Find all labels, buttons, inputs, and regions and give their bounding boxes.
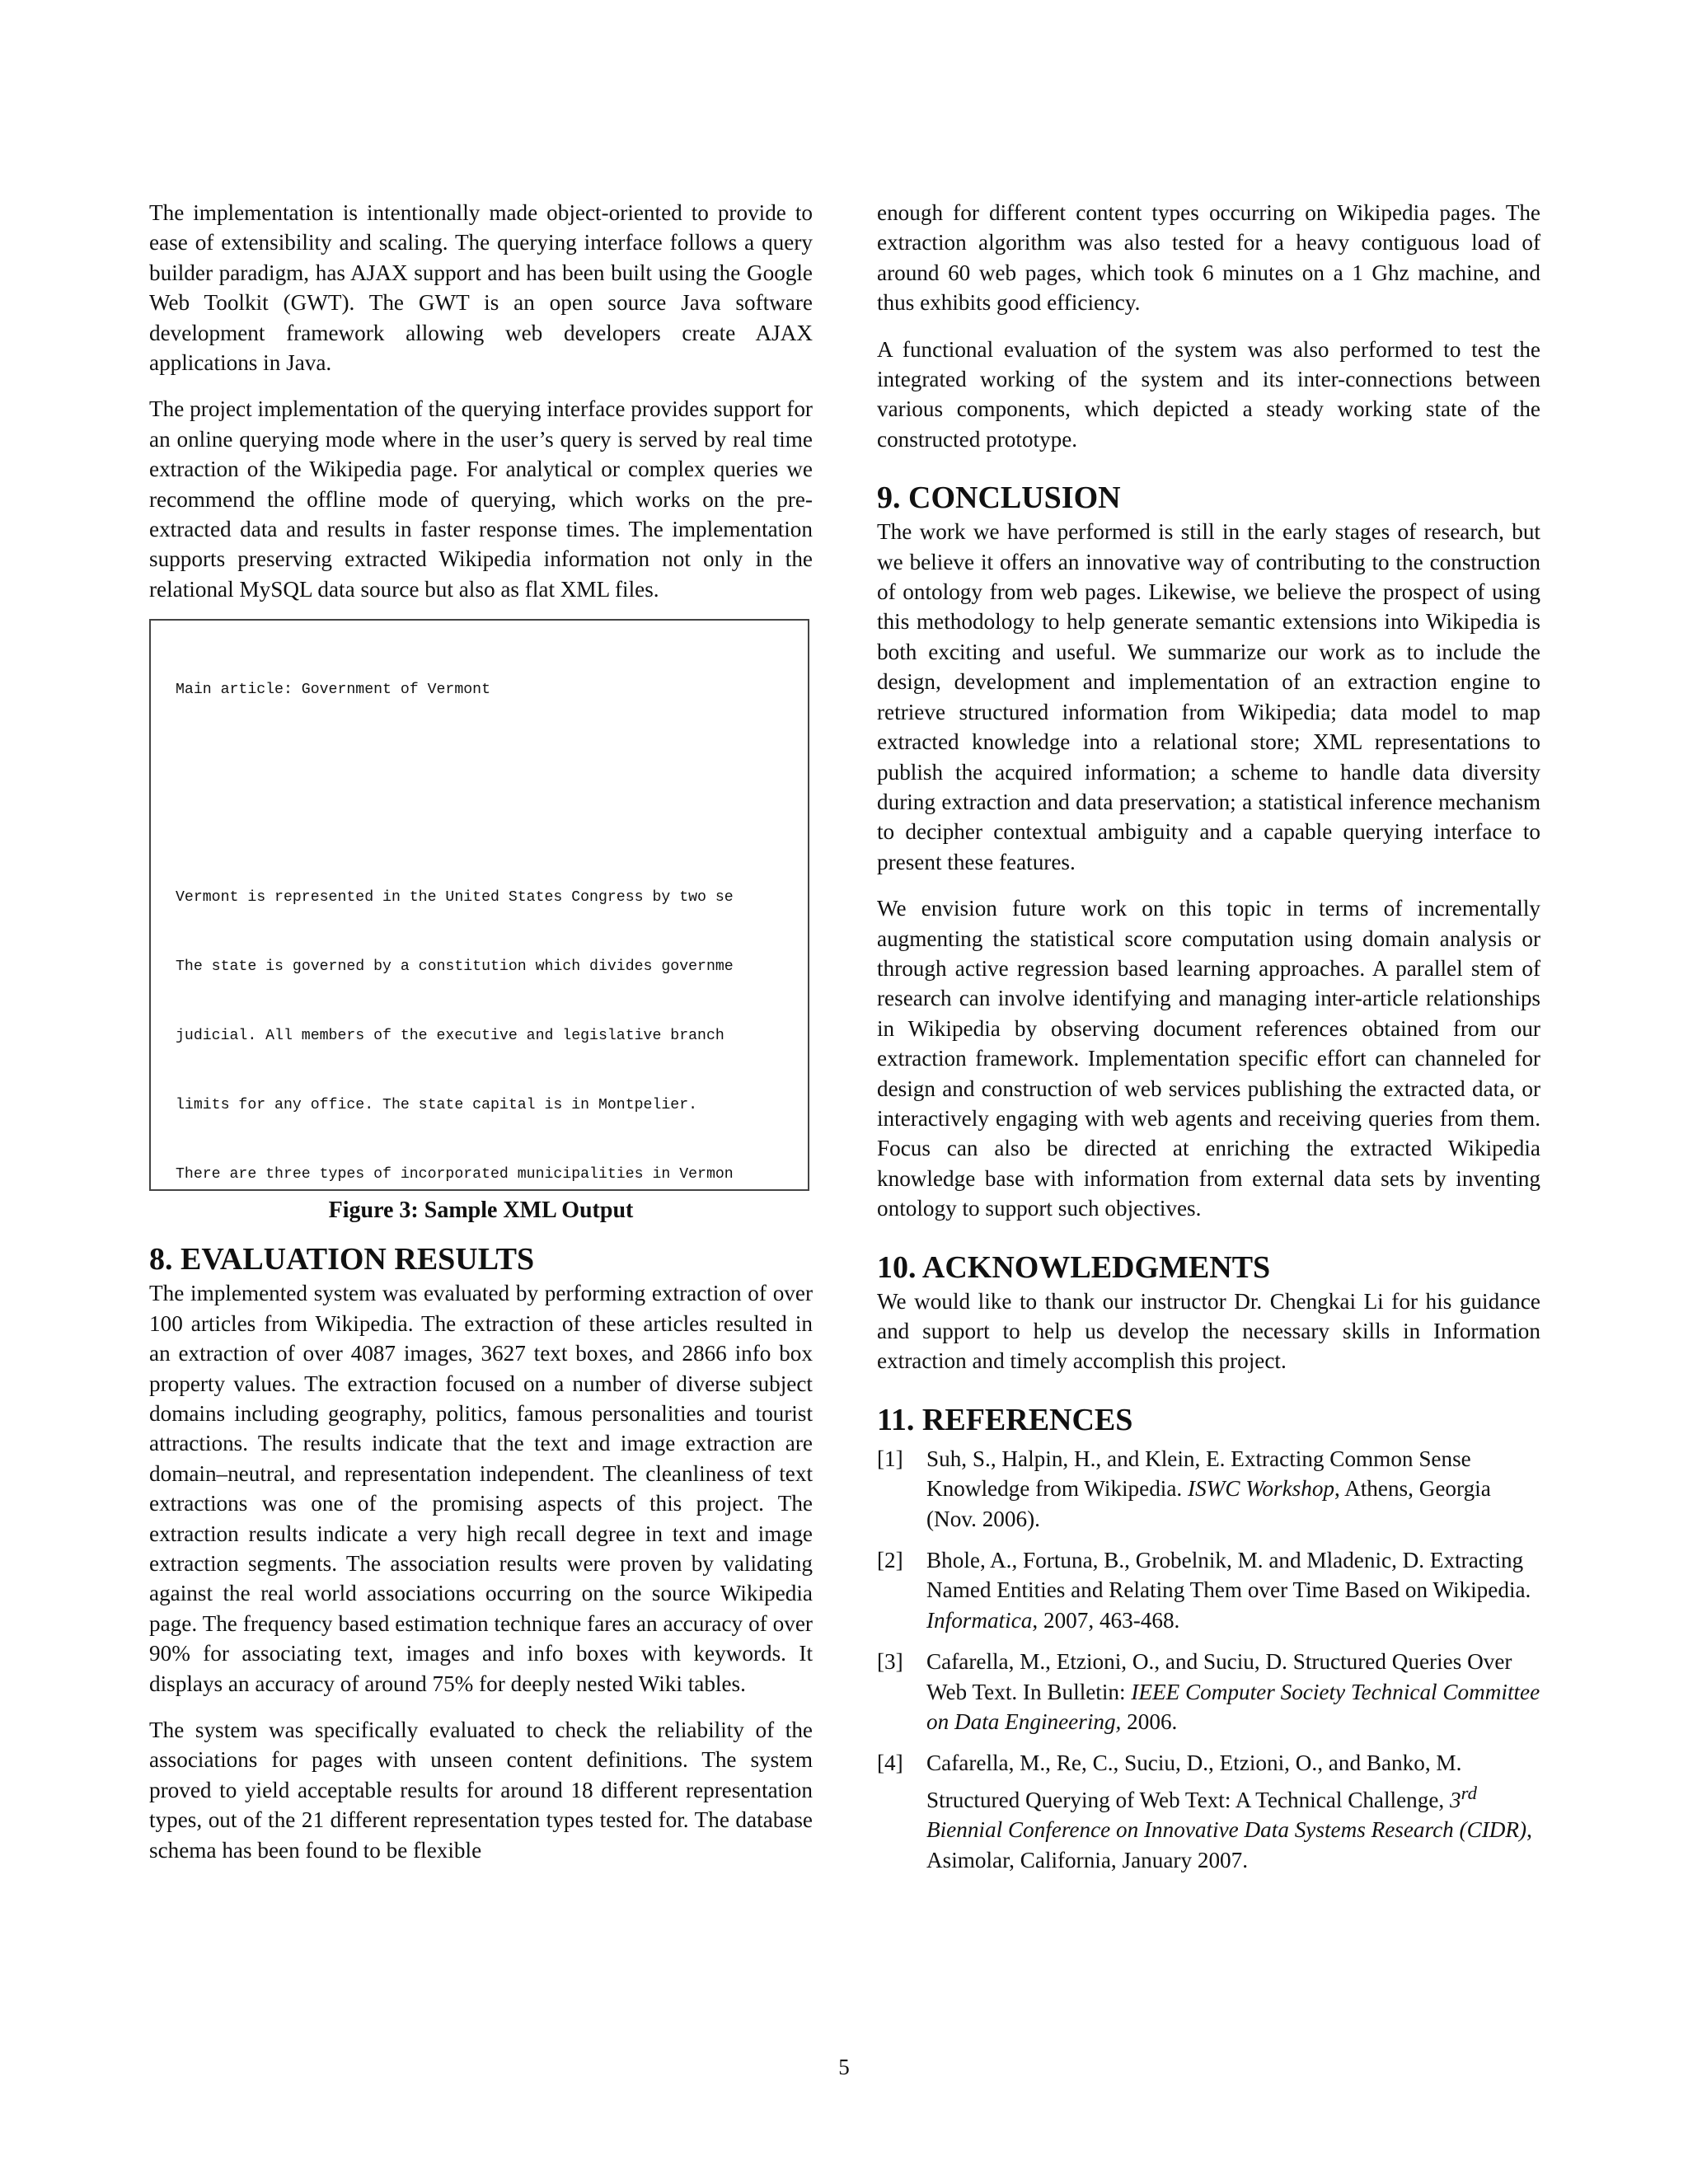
reference-text: Suh, S., Halpin, H., and Klein, E. Extracting Common Sense Knowledge from Wikipedia. ISWC Workshop, Athens, Georgia (Nov. 2006).: [926, 1446, 1491, 1531]
paragraph-evaluation-2: The system was specifically evaluated to check the reliability of the associations for pages with unseen content definitions. The system proved to yield acceptable results for around 18 different representation types, out of the 21 different representation types tested for. The database schema has been found to be flexible: [149, 1717, 813, 1863]
paragraph-evaluation-1: The implemented system was evaluated by performing extraction of over 100 articles from Wikipedia. The extraction of these articles resulted in an extraction of over 4087 images, 3627 text boxes, and 2866 info box property values. The extraction focused on a number of diverse subject domains including geography, politics, famous personalities and tourist attractions. The results indicate that the text and image extraction are domain–neutral, and representation independent. The cleanliness of text extractions was one of the promising aspects of this project. The extraction results indicate a very high recall degree in text and image extraction segments. The association results were proven by validating against the real world associations occurring on the source Wikipedia page. The frequency based estimation technique fares an accuracy of over 90% for associating text, images and info boxes with keywords. It displays an accuracy of around 75% for deeply nested Wiki tables.: [149, 1281, 813, 1696]
code-line: Vermont is represented in the United States Congress by two se: [176, 889, 734, 907]
paragraph-implementation: The implementation is intentionally made object-oriented to provide to ease of extensibility and scaling. The querying interface follows a query builder paradigm, has AJAX support and has been built using the Google Web Toolkit (GWT). The GWT is an open source Java software development framework allowing web developers create AJAX applications in Java.: [149, 200, 813, 376]
right-column: [877, 198, 1540, 1886]
reference-item: [877, 1444, 1540, 1534]
page-number: 5: [838, 2055, 850, 2079]
section-title-evaluation: 8. EVALUATION RESULTS: [149, 1242, 535, 1277]
section-title-acknowledgments: 10. ACKNOWLEDGMENTS: [877, 1249, 1271, 1285]
paragraph-conclusion-1: The work we have performed is still in the early stages of research, but we believe it offers an innovative way of contributing to the construction of ontology from web pages. Likewise, we believe the prospect of using this methodology to help generate semantic extensions into Wikipedia is both exciting and useful. We summarize our work as to include the design, development and implementation of an extraction engine to retrieve structured information from Wikipedia; data model to map extracted knowledge into a relational store; XML representations to publish the acquired information; a scheme to handle data diversity during extraction and data preservation; a statistical inference mechanism to decipher contextual ambiguity and a capable querying interface to present these features.: [877, 519, 1540, 874]
code-line: [176, 817, 786, 840]
figure-caption: Figure 3: Sample XML Output: [328, 1197, 634, 1224]
reference-text: Cafarella, M., Re, C., Suciu, D., Etzioni, O., and Banko, M. Structured Querying of Web Text: A Technical Challenge, 3rd Biennial Conference on Innovative Data Systems Research (CIDR), Asimolar, California, January 2007.: [926, 1750, 1532, 1872]
code-line: judicial. All members of the executive and legislative branch: [176, 1028, 724, 1045]
paragraph-acknowledgments: We would like to thank our instructor Dr. Chengkai Li for his guidance and support to help us develop the necessary skills in Information extraction and timely accomplish this project.: [877, 1288, 1540, 1374]
reference-number: [1]: [877, 1446, 903, 1471]
reference-number: [4]: [877, 1750, 903, 1776]
paragraph-conclusion-2: We envision future work on this topic in terms of incrementally augmenting the statistical score computation using domain analysis or through active regression based learning approaches. A parallel stem of research can involve identifying and managing inter-article relationships in Wikipedia by observing document references obtained from our extraction framework. Implementation specific effort can channeled for design and construction of web services publishing the extracted data, or interactively engaging with web agents and receiving queries from them. Focus can also be directed at enriching the extracted Wikipedia knowledge base with information from external data sets by inventing ontology to support such objectives.: [877, 896, 1540, 1221]
xml-code-block: [176, 632, 786, 1191]
paragraph-evaluation-3: enough for different content types occurring on Wikipedia pages. The extraction algorithm was also tested for a heavy contiguous load of around 60 web pages, which took 6 minutes on a 1 Ghz machine, and thus exhibits good efficiency.: [877, 200, 1540, 316]
reference-item: [877, 1748, 1540, 1875]
reference-text: Cafarella, M., Etzioni, O., and Suciu, D. Structured Queries Over Web Text. In Bulletin: IEEE Computer Society Technical Committee on Data Engineering, 2006.: [926, 1649, 1540, 1735]
reference-item: [877, 1545, 1540, 1635]
left-column: [149, 198, 813, 1865]
section-title-references: 11. REFERENCES: [877, 1402, 1133, 1437]
reference-text: Bhole, A., Fortuna, B., Grobelnik, M. and Mladenic, D. Extracting Named Entities and Relating Them over Time Based on Wikipedia. Informatica, 2007, 463-468.: [926, 1548, 1531, 1633]
reference-number: [2]: [877, 1548, 903, 1573]
paragraph-querying-interface: The project implementation of the querying interface provides support for an online querying mode where in the user’s query is served by real time extraction of the Wikipedia page. For analytical or complex queries we recommend the offline mode of querying, which works on the pre-extracted data and results in faster response times. The implementation supports preserving extracted Wikipedia information not only in the relational MySQL data source but also as flat XML files.: [149, 396, 813, 602]
code-line: Main article: Government of Vermont: [176, 682, 490, 699]
figure-xml-output: [149, 619, 809, 1191]
reference-list: [877, 1444, 1540, 1875]
code-line: There are three types of incorporated municipalities in Vermon: [176, 1166, 734, 1183]
reference-number: [3]: [877, 1649, 903, 1675]
reference-item: [877, 1647, 1540, 1736]
section-title-conclusion: 9. CONCLUSION: [877, 480, 1121, 516]
paragraph-evaluation-4: A functional evaluation of the system was also performed to test the integrated working of the system and its inter-connections between various components, which depicted a steady working state of the constructed prototype.: [877, 336, 1540, 452]
code-line: limits for any office. The state capital is in Montpelier.: [176, 1097, 698, 1114]
code-line: [176, 748, 786, 771]
code-line: The state is governed by a constitution which divides governme: [176, 958, 734, 976]
